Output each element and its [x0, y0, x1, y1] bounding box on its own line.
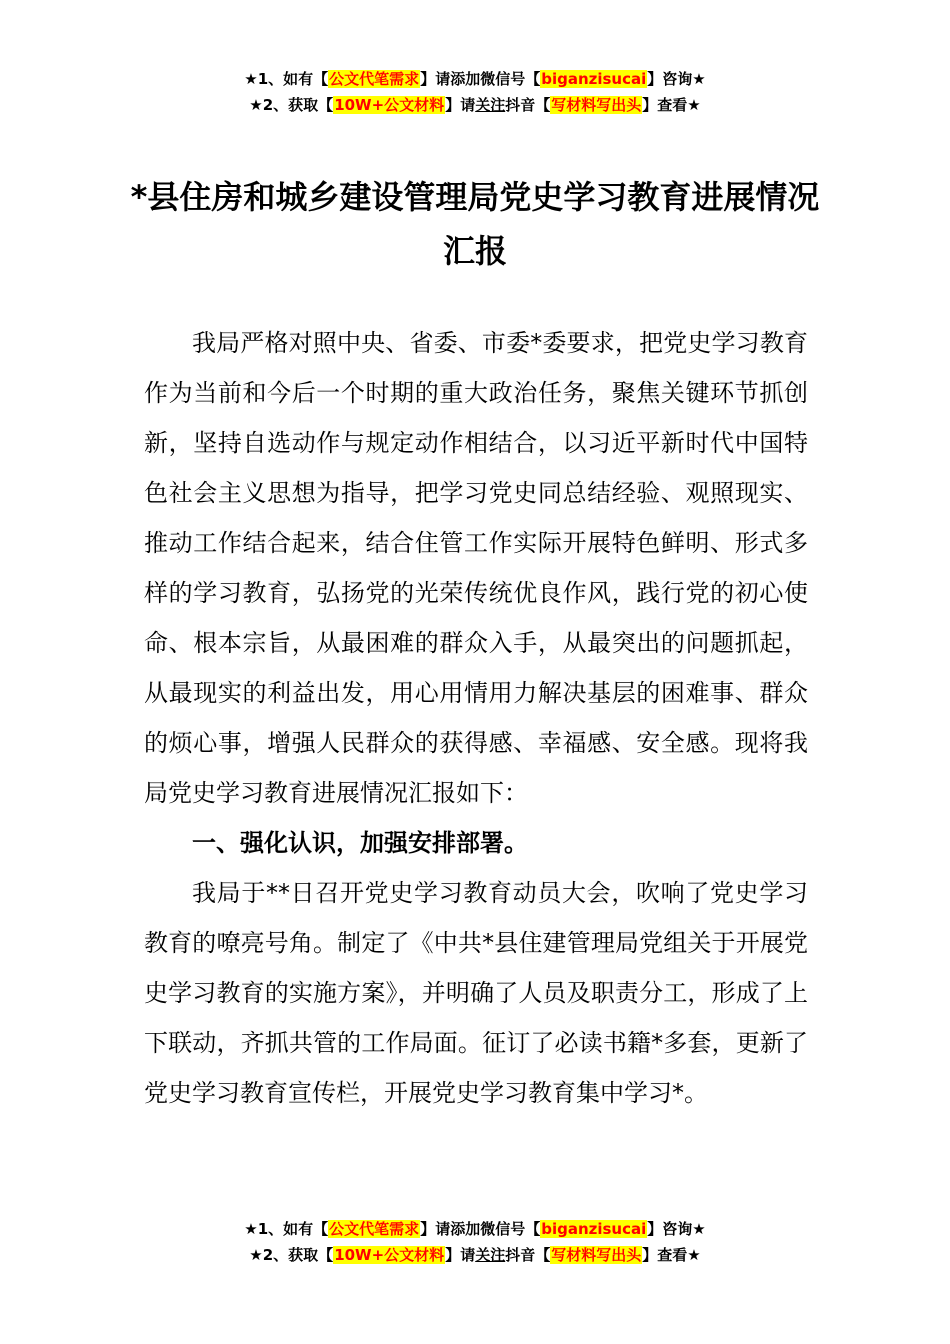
header-banner: [0, 66, 950, 118]
banner-text: ★2、获取【: [249, 1246, 334, 1264]
banner-text: 】咨询★: [647, 1220, 706, 1238]
banner-highlight-materials: 10W+公文材料: [334, 96, 445, 114]
banner-text: 】请添加微信号【: [420, 1220, 541, 1238]
banner-text: 抖音【: [505, 96, 551, 114]
banner-underline-follow: 关注: [475, 1246, 506, 1264]
intro-paragraph: 我局严格对照中央、省委、市委*委要求，把党史学习教育作为当前和今后一个时期的重大政治任务，聚焦关键环节抓创新，坚持自选动作与规定动作相结合，以习近平新时代中国特色社会主义思想为指导，把学习党史同总结经验、观照现实、推动工作结合起来，结合住管工作实际开展特色鲜明、形式多样的学习教育，弘扬党的光荣传统优良作风，践行党的初心使命、根本宗旨，从最困难的群众入手，从最突出的问题抓起，从最现实的利益出发，用心用情用力解决基层的困难事、群众的烦心事，增强人民群众的获得感、幸福感、安全感。现将我局党史学习教育进展情况汇报如下：: [144, 329, 808, 807]
banner-text: 】查看★: [642, 96, 701, 114]
banner-highlight-service: 公文代笔需求: [329, 1220, 420, 1238]
footer-banner: [0, 1216, 950, 1268]
section-1-paragraph: 我局于**日召开党史学习教育动员大会，吹响了党史学习教育的嘹亮号角。制定了《中共*县住建管理局党组关于开展党史学习教育的实施方案》，并明确了人员及职责分工，形成了上下联动，齐抓共管的工作局面。征订了必读书籍*多套，更新了党史学习教育宣传栏，开展党史学习教育集中学习*。: [144, 879, 808, 1107]
document-title: *县住房和城乡建设管理局党史学习教育进展情况汇报: [130, 178, 820, 270]
banner-underline-follow: 关注: [475, 96, 506, 114]
banner-text: ★1、如有【: [244, 70, 329, 88]
banner-highlight-wechat: biganzisucai: [541, 70, 647, 88]
banner-text: 抖音【: [505, 1246, 551, 1264]
banner-text: 】请: [445, 1246, 476, 1264]
banner-text: ★1、如有【: [244, 1220, 329, 1238]
banner-text: 】咨询★: [647, 70, 706, 88]
banner-line-1: [0, 1216, 950, 1242]
banner-line-2: [0, 1242, 950, 1268]
banner-highlight-wechat: biganzisucai: [541, 1220, 647, 1238]
banner-highlight-douyin: 写材料写出头: [551, 96, 642, 114]
banner-highlight-service: 公文代笔需求: [329, 70, 420, 88]
section-heading-1: 一、强化认识，加强安排部署。: [192, 829, 528, 857]
banner-line-2: [0, 92, 950, 118]
banner-highlight-douyin: 写材料写出头: [551, 1246, 642, 1264]
banner-text: ★2、获取【: [249, 96, 334, 114]
banner-highlight-materials: 10W+公文材料: [334, 1246, 445, 1264]
banner-text: 】请添加微信号【: [420, 70, 541, 88]
banner-line-1: [0, 66, 950, 92]
document-body: [144, 318, 808, 1118]
banner-text: 】请: [445, 96, 476, 114]
banner-text: 】查看★: [642, 1246, 701, 1264]
